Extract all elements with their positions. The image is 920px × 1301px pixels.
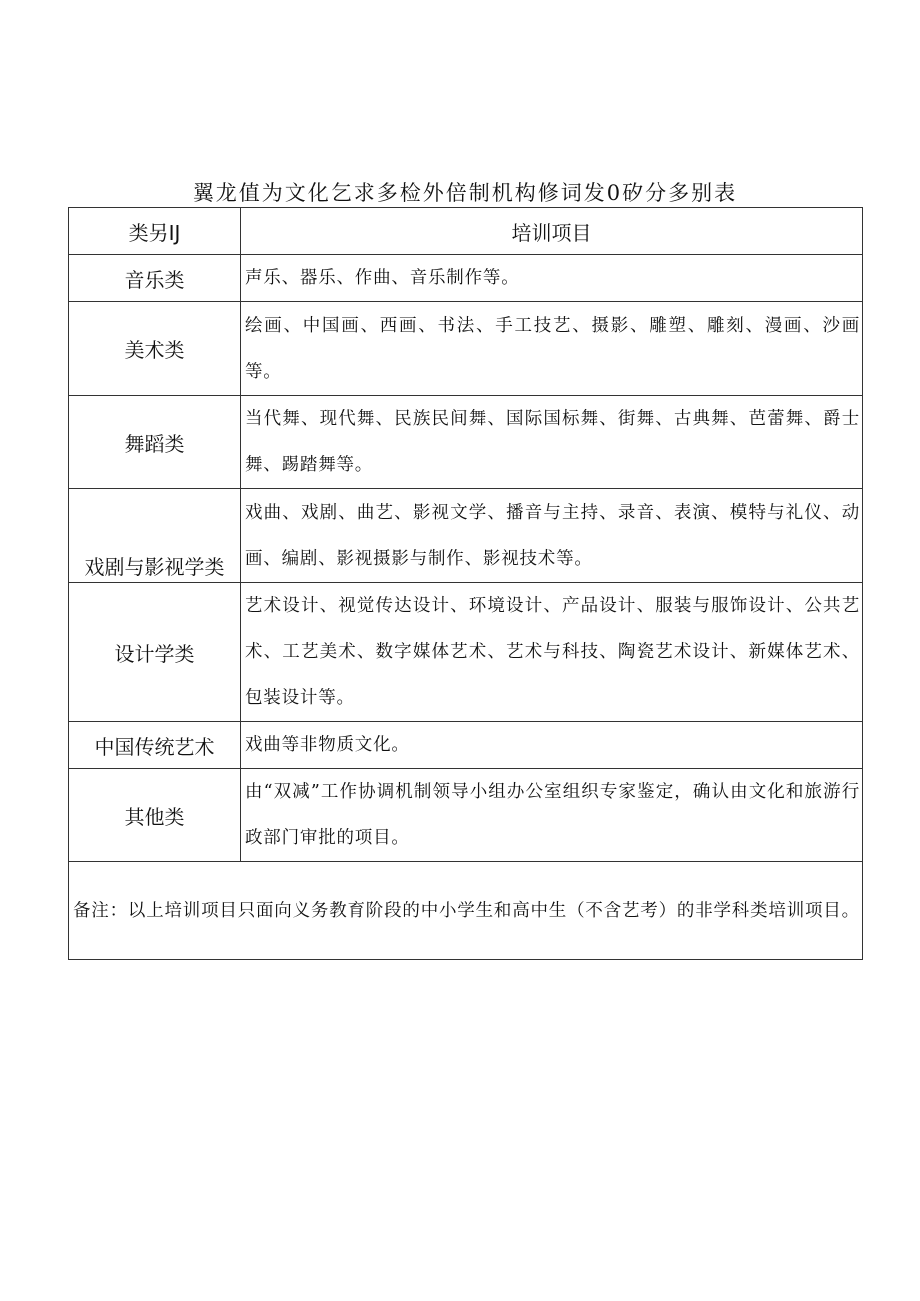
- table-note: 备注：以上培训项目只面向义务教育阶段的中小学生和高中生（不含艺考）的非学科类培训项目。: [69, 862, 863, 960]
- header-category: 类另IJ: [69, 208, 241, 255]
- row-items: 绘画、中国画、西画、书法、手工技艺、摄影、雕塑、雕刻、漫画、沙画等。: [241, 302, 863, 396]
- row-items: 戏曲、戏剧、曲艺、影视文学、播音与主持、录音、表演、模特与礼仪、动画、编剧、影视摄影与制作、影视技术等。: [241, 489, 863, 583]
- table-row: [69, 396, 863, 489]
- row-items: 艺术设计、视觉传达设计、环境设计、产品设计、服装与服饰设计、公共艺术、工艺美术、数字媒体艺术、艺术与科技、陶瓷艺术设计、新媒体艺术、包装设计等。: [241, 583, 863, 722]
- header-training-items: 培训项目: [241, 208, 863, 255]
- table-row: [69, 722, 863, 769]
- row-items: 当代舞、现代舞、民族民间舞、国际国标舞、街舞、古典舞、芭蕾舞、爵士舞、踢踏舞等。: [241, 396, 863, 489]
- table-row: [69, 769, 863, 862]
- row-category: 中国传统艺术: [69, 722, 241, 769]
- training-category-table: [68, 207, 863, 960]
- table-header-row: [69, 208, 863, 255]
- row-items: 由“双减”工作协调机制领导小组办公室组织专家鉴定，确认由文化和旅游行政部门审批的项目。: [241, 769, 863, 862]
- row-items: 声乐、器乐、作曲、音乐制作等。: [241, 255, 863, 302]
- row-items: 戏曲等非物质文化。: [241, 722, 863, 769]
- row-category: 其他类: [69, 769, 241, 862]
- table-row: [69, 302, 863, 396]
- document-title: 翼龙值为文化乞求多检外倍制机构修词发0矽分多别表: [192, 181, 738, 205]
- row-category: 戏剧与影视学类: [69, 489, 241, 583]
- table-row: [69, 255, 863, 302]
- table-note-row: [69, 862, 863, 960]
- table-row: [69, 583, 863, 722]
- row-category: 舞蹈类: [69, 396, 241, 489]
- row-category: 美术类: [69, 302, 241, 396]
- row-category: 设计学类: [69, 583, 241, 722]
- table-row: [69, 489, 863, 583]
- row-category: 音乐类: [69, 255, 241, 302]
